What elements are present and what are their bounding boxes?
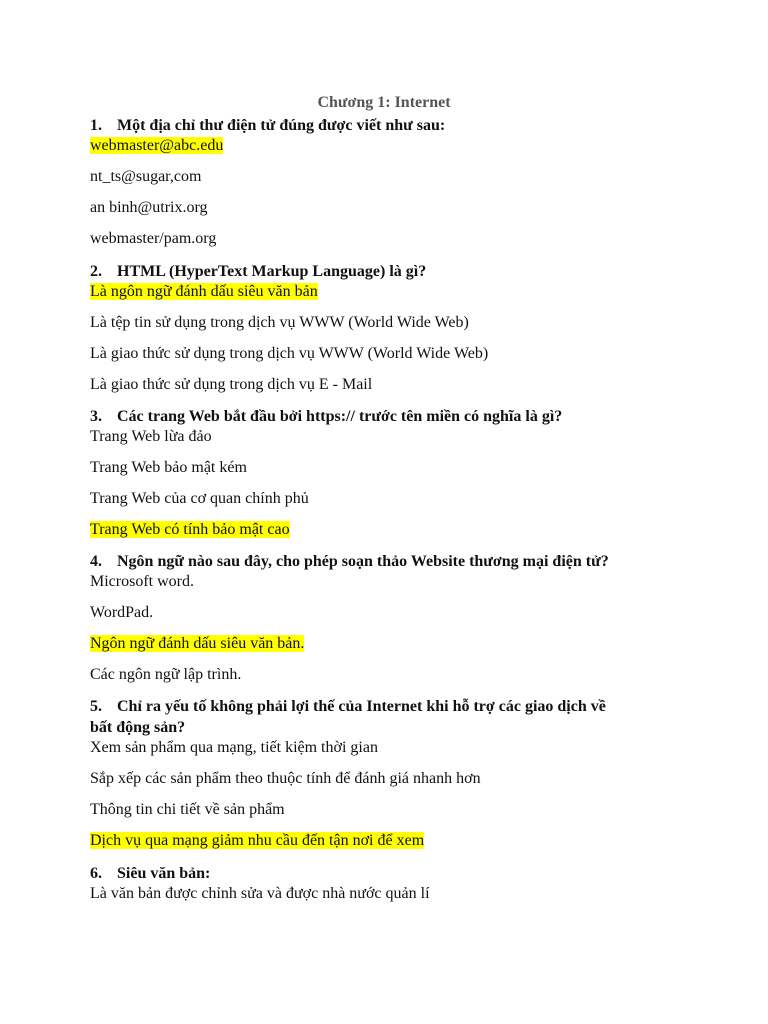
question-2 (90, 262, 426, 282)
answer-option (90, 520, 290, 540)
question-number: 4. (90, 553, 102, 570)
answer-option: Là tệp tin sử dụng trong dịch vụ WWW (World Wide Web) (90, 314, 469, 331)
answer-option: WordPad. (90, 604, 154, 621)
answer-option: webmaster/pam.org (90, 230, 217, 247)
answer-option: Các ngôn ngữ lập trình. (90, 666, 242, 683)
answer-option: Trang Web bảo mật kém (90, 459, 247, 476)
question-1 (90, 116, 445, 136)
question-3 (90, 407, 562, 427)
answer-option: Trang Web lừa đảo (90, 428, 212, 445)
question-text: Siêu văn bản: (117, 865, 211, 882)
question-text: Ngôn ngữ nào sau đây, cho phép soạn thảo Website thương mại điện tử? (117, 553, 609, 570)
answer-option (90, 634, 304, 654)
question-text: HTML (HyperText Markup Language) là gì? (117, 263, 427, 280)
highlighted-answer: Dịch vụ qua mạng giảm nhu cầu đến tận nơi để xem (90, 832, 425, 849)
question-number: 3. (90, 408, 102, 425)
question-5 (90, 697, 606, 717)
answer-option: Microsoft word. (90, 573, 194, 590)
answer-option: Trang Web của cơ quan chính phủ (90, 490, 309, 507)
answer-option: Xem sản phẩm qua mạng, tiết kiệm thời gian (90, 739, 378, 756)
answer-option: Là giao thức sử dụng trong dịch vụ WWW (World Wide Web) (90, 345, 489, 362)
question-text-line1: Chỉ ra yếu tố không phải lợi thế của Internet khi hỗ trợ các giao dịch về (117, 698, 606, 715)
page-title: Chương 1: Internet (317, 94, 451, 111)
question-6 (90, 864, 210, 884)
highlighted-answer: Là ngôn ngữ đánh dấu siêu văn bản (90, 283, 318, 300)
question-text: Một địa chỉ thư điện tử đúng được viết như sau: (117, 117, 446, 134)
question-number: 5. (90, 698, 102, 715)
answer-option (90, 831, 424, 851)
answer-option: Thông tin chi tiết về sản phẩm (90, 801, 285, 818)
answer-option: an binh@utrix.org (90, 199, 208, 216)
highlighted-answer: webmaster@abc.edu (90, 137, 224, 154)
question-number: 1. (90, 117, 102, 134)
answer-option: Là giao thức sử dụng trong dịch vụ E - Mail (90, 376, 373, 393)
question-5-continued: bất động sản? (90, 719, 186, 736)
answer-option: nt_ts@sugar,com (90, 168, 202, 185)
answer-option (90, 282, 318, 302)
answer-option: Sắp xếp các sản phẩm theo thuộc tính để đánh giá nhanh hơn (90, 770, 481, 787)
highlighted-answer: Ngôn ngữ đánh dấu siêu văn bản. (90, 635, 305, 652)
answer-option (90, 136, 223, 156)
highlighted-answer: Trang Web có tính bảo mật cao (90, 521, 290, 538)
question-4 (90, 552, 609, 572)
answer-option: Là văn bản được chỉnh sửa và được nhà nước quản lí (90, 885, 430, 902)
question-number: 2. (90, 263, 102, 280)
question-number: 6. (90, 865, 102, 882)
question-text: Các trang Web bắt đầu bởi https:// trước tên miền có nghĩa là gì? (117, 408, 563, 425)
